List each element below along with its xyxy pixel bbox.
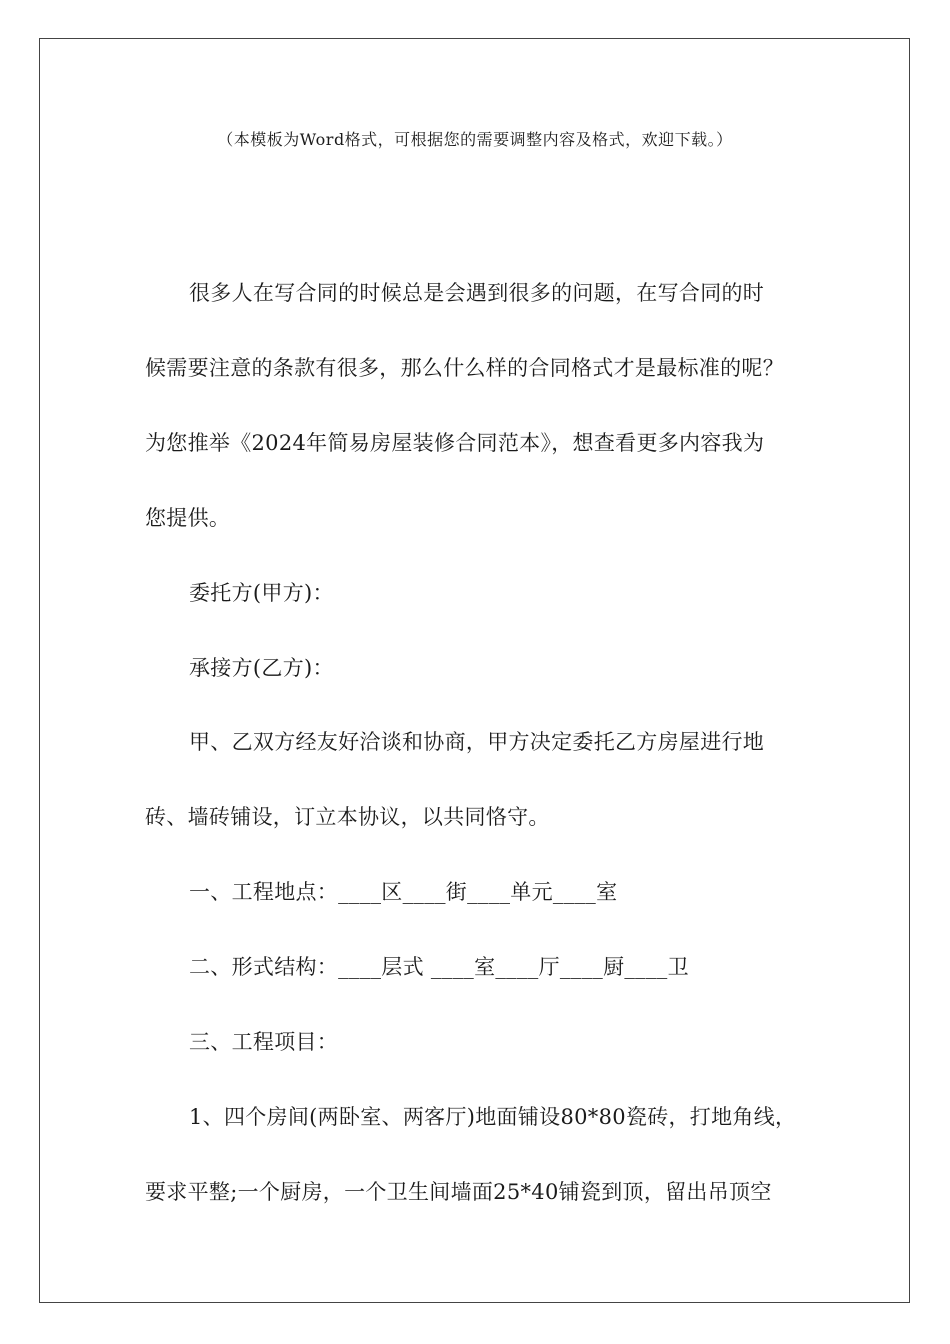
clause-project-items-heading: 三、工程项目：: [189, 1030, 339, 1054]
template-note: （本模板为Word格式，可根据您的需要调整内容及格式，欢迎下载。）: [217, 130, 733, 149]
intro-paragraph-line-3: 为您推举《2024年简易房屋装修合同范本》，想查看更多内容我为: [145, 431, 765, 455]
intro-paragraph-line-4: 您提供。: [145, 506, 231, 530]
clause-structure-form: 二、形式结构：____层式 ____室____厅____厨____卫: [189, 955, 689, 979]
intro-paragraph-line-2: 候需要注意的条款有很多，那么什么样的合同格式才是最标准的呢？: [145, 356, 784, 380]
item-1-line-2: 要求平整;一个厨房，一个卫生间墙面25*40铺瓷到顶，留出吊顶空: [145, 1180, 772, 1204]
agreement-paragraph-line-1: 甲、乙双方经友好洽谈和协商，甲方决定委托乙方房屋进行地: [189, 730, 765, 754]
agreement-paragraph-line-2: 砖、墙砖铺设，订立本协议，以共同恪守。: [145, 805, 550, 829]
item-1-line-1: 1、四个房间(两卧室、两客厅)地面铺设80*80瓷砖，打地角线，: [189, 1105, 797, 1129]
party-b-label: 承接方(乙方)：: [189, 656, 334, 680]
party-a-label: 委托方(甲方)：: [189, 581, 334, 605]
clause-project-location: 一、工程地点：____区____街____单元____室: [189, 880, 618, 904]
intro-paragraph-line-1: 很多人在写合同的时候总是会遇到很多的问题，在写合同的时: [189, 281, 765, 305]
